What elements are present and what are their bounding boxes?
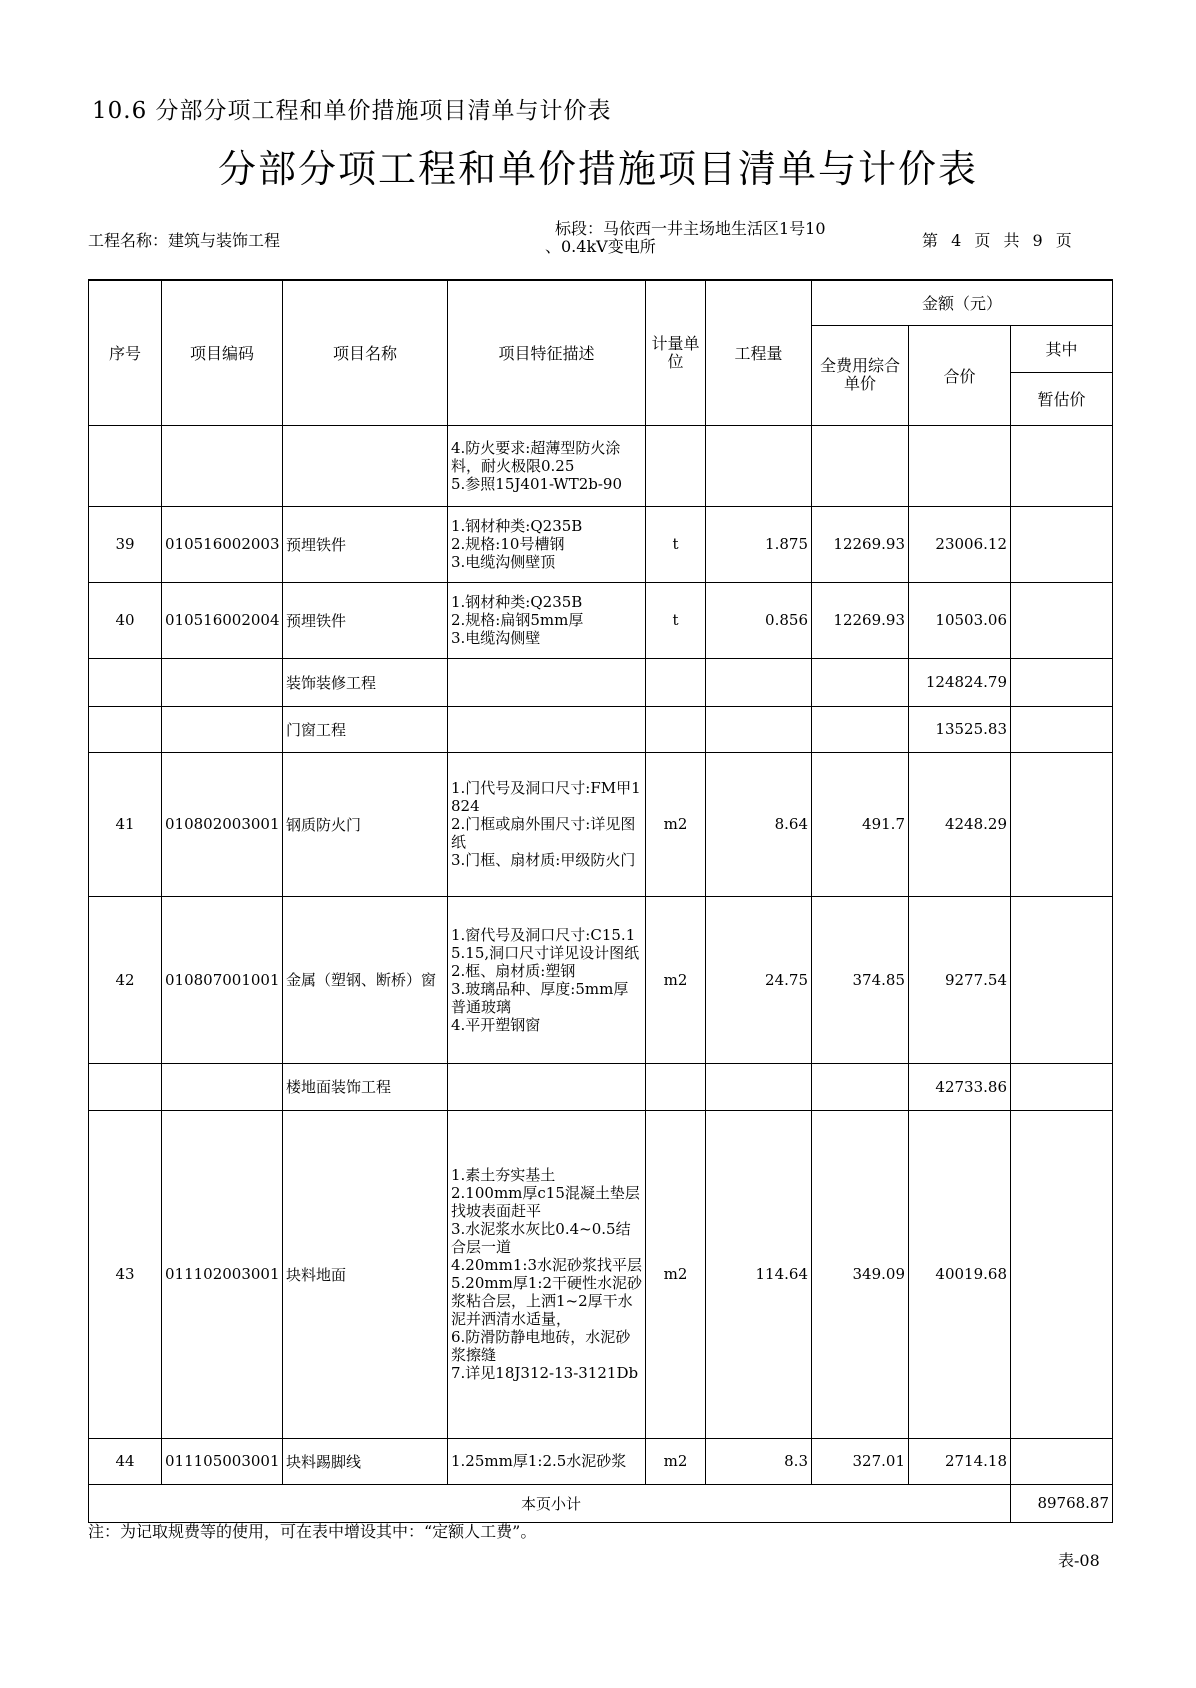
cell-desc: 1.门代号及洞口尺寸:FM甲1824 2.门框或扇外围尺寸:详见图纸 3.门框、扇材质:甲级防火门 <box>448 752 646 896</box>
section-line-1: 标段：马依西一井主场地生活区1号10 <box>555 219 826 238</box>
cell-provisional <box>1011 706 1113 752</box>
header-amount: 金额（元） <box>812 280 1113 325</box>
cell-unit <box>646 706 706 752</box>
table-row <box>89 752 1113 896</box>
cell-name: 预埋铁件 <box>283 582 448 658</box>
cell-desc <box>448 706 646 752</box>
subtotal-label: 本页小计 <box>89 1484 1011 1522</box>
section-line-2: 、0.4kV变电所 <box>545 237 656 256</box>
cell-code: 011102003001 <box>162 1110 283 1438</box>
cell-qty <box>706 658 812 706</box>
cell-code <box>162 706 283 752</box>
header-desc: 项目特征描述 <box>448 280 646 425</box>
cell-desc: 1.素土夯实基土 2.100mm厚c15混凝土垫层找坡表面赶平 3.水泥浆水灰比0.4~0.5结合层一道 4.20mm1:3水泥砂浆找平层 5.20mm厚1:2干硬性水泥砂浆粘合层，上洒1~2厚干水泥并洒清水适量， 6.防滑防静电地砖，水泥砂浆擦缝 7.详见18J312-13-3121Db <box>448 1110 646 1438</box>
cell-seq: 40 <box>89 582 162 658</box>
cell-code: 010807001001 <box>162 896 283 1063</box>
cell-desc <box>448 1063 646 1110</box>
cell-qty: 24.75 <box>706 896 812 1063</box>
cell-unit-price: 349.09 <box>812 1110 909 1438</box>
cell-unit <box>646 658 706 706</box>
cell-code <box>162 658 283 706</box>
cell-name: 钢质防火门 <box>283 752 448 896</box>
page-title: 分部分项工程和单价措施项目清单与计价表 <box>217 147 978 191</box>
cell-unit-price <box>812 1063 909 1110</box>
cell-total: 124824.79 <box>909 658 1011 706</box>
table-row <box>89 582 1113 658</box>
cell-desc: 4.防火要求:超薄型防火涂料，耐火极限0.25 5.参照15J401-WT2b-90 <box>448 425 646 506</box>
cell-desc: 1.窗代号及洞口尺寸:C15.15.15,洞口尺寸详见设计图纸 2.框、扇材质:塑钢 3.玻璃品种、厚度:5mm厚普通玻璃 4.平开塑钢窗 <box>448 896 646 1063</box>
cell-seq <box>89 706 162 752</box>
cell-seq <box>89 1063 162 1110</box>
cell-code: 010516002004 <box>162 582 283 658</box>
cell-provisional <box>1011 658 1113 706</box>
cell-provisional <box>1011 1110 1113 1438</box>
subtotal-total: 89768.87 <box>1011 1484 1113 1522</box>
cell-total: 42733.86 <box>909 1063 1011 1110</box>
cell-provisional <box>1011 1438 1113 1484</box>
table-row <box>89 658 1113 706</box>
cell-code <box>162 1063 283 1110</box>
cell-seq: 41 <box>89 752 162 896</box>
header-seq: 序号 <box>89 280 162 425</box>
cell-qty <box>706 425 812 506</box>
cell-name: 块料踢脚线 <box>283 1438 448 1484</box>
header-unit-price: 全费用综合单价 <box>812 325 909 425</box>
cell-unit-price: 327.01 <box>812 1438 909 1484</box>
cell-unit: m2 <box>646 752 706 896</box>
cell-desc: 1.25mm厚1:2.5水泥砂浆 <box>448 1438 646 1484</box>
cell-qty: 114.64 <box>706 1110 812 1438</box>
header-name: 项目名称 <box>283 280 448 425</box>
cell-provisional <box>1011 582 1113 658</box>
header-of-which: 其中 <box>1011 325 1113 372</box>
cell-name: 块料地面 <box>283 1110 448 1438</box>
table-row <box>89 706 1113 752</box>
cell-unit-price: 491.7 <box>812 752 909 896</box>
cell-unit-price <box>812 706 909 752</box>
page-info: 第 4 页 共 9 页 <box>922 231 1072 250</box>
cell-total: 9277.54 <box>909 896 1011 1063</box>
footnote: 注：为记取规费等的使用，可在表中增设其中：“定额人工费”。 <box>88 1522 537 1541</box>
header-total: 合价 <box>909 325 1011 425</box>
cell-seq: 44 <box>89 1438 162 1484</box>
table-row <box>89 425 1113 506</box>
cell-total: 2714.18 <box>909 1438 1011 1484</box>
header-provisional: 暂估价 <box>1011 372 1113 425</box>
table-row <box>89 1438 1113 1484</box>
cell-total <box>909 425 1011 506</box>
subtotal-row <box>89 1484 1113 1522</box>
cell-total: 4248.29 <box>909 752 1011 896</box>
cell-code: 010802003001 <box>162 752 283 896</box>
cell-total: 10503.06 <box>909 582 1011 658</box>
cell-provisional <box>1011 1063 1113 1110</box>
cell-seq <box>89 658 162 706</box>
cell-unit-price <box>812 425 909 506</box>
header-unit: 计量单位 <box>646 280 706 425</box>
cell-qty <box>706 706 812 752</box>
cell-qty: 8.3 <box>706 1438 812 1484</box>
cell-unit: t <box>646 582 706 658</box>
cell-unit-price: 12269.93 <box>812 506 909 582</box>
cell-total: 23006.12 <box>909 506 1011 582</box>
cell-seq: 43 <box>89 1110 162 1438</box>
cell-unit-price: 374.85 <box>812 896 909 1063</box>
cell-qty: 8.64 <box>706 752 812 896</box>
cell-total: 40019.68 <box>909 1110 1011 1438</box>
cell-code: 010516002003 <box>162 506 283 582</box>
cell-name: 预埋铁件 <box>283 506 448 582</box>
section-heading: 10.6 分部分项工程和单价措施项目清单与计价表 <box>92 98 612 124</box>
cell-name: 金属（塑钢、断桥）窗 <box>283 896 448 1063</box>
cell-desc: 1.钢材种类:Q235B 2.规格:10号槽钢 3.电缆沟侧壁顶 <box>448 506 646 582</box>
cell-name: 门窗工程 <box>283 706 448 752</box>
cell-unit: m2 <box>646 1110 706 1438</box>
header-qty: 工程量 <box>706 280 812 425</box>
cell-qty <box>706 1063 812 1110</box>
cell-unit-price: 12269.93 <box>812 582 909 658</box>
table-row <box>89 1063 1113 1110</box>
cell-provisional <box>1011 896 1113 1063</box>
cell-provisional <box>1011 752 1113 896</box>
header-code: 项目编码 <box>162 280 283 425</box>
section-info <box>545 219 826 256</box>
cell-seq <box>89 425 162 506</box>
cell-total: 13525.83 <box>909 706 1011 752</box>
cell-code: 011105003001 <box>162 1438 283 1484</box>
pricing-table <box>88 279 1113 1523</box>
cell-unit: t <box>646 506 706 582</box>
cell-qty: 1.875 <box>706 506 812 582</box>
cell-provisional <box>1011 425 1113 506</box>
table-row <box>89 896 1113 1063</box>
cell-unit <box>646 1063 706 1110</box>
cell-unit <box>646 425 706 506</box>
cell-desc <box>448 658 646 706</box>
form-number: 表-08 <box>1058 1551 1100 1570</box>
cell-provisional <box>1011 506 1113 582</box>
table-row <box>89 506 1113 582</box>
cell-seq: 42 <box>89 896 162 1063</box>
table-row <box>89 1110 1113 1438</box>
cell-unit: m2 <box>646 1438 706 1484</box>
cell-unit-price <box>812 658 909 706</box>
project-name: 工程名称：建筑与装饰工程 <box>88 231 281 250</box>
cell-desc: 1.钢材种类:Q235B 2.规格:扁钢5mm厚 3.电缆沟侧壁 <box>448 582 646 658</box>
cell-seq: 39 <box>89 506 162 582</box>
cell-name: 楼地面装饰工程 <box>283 1063 448 1110</box>
cell-unit: m2 <box>646 896 706 1063</box>
cell-code <box>162 425 283 506</box>
cell-name: 装饰装修工程 <box>283 658 448 706</box>
cell-name <box>283 425 448 506</box>
cell-qty: 0.856 <box>706 582 812 658</box>
